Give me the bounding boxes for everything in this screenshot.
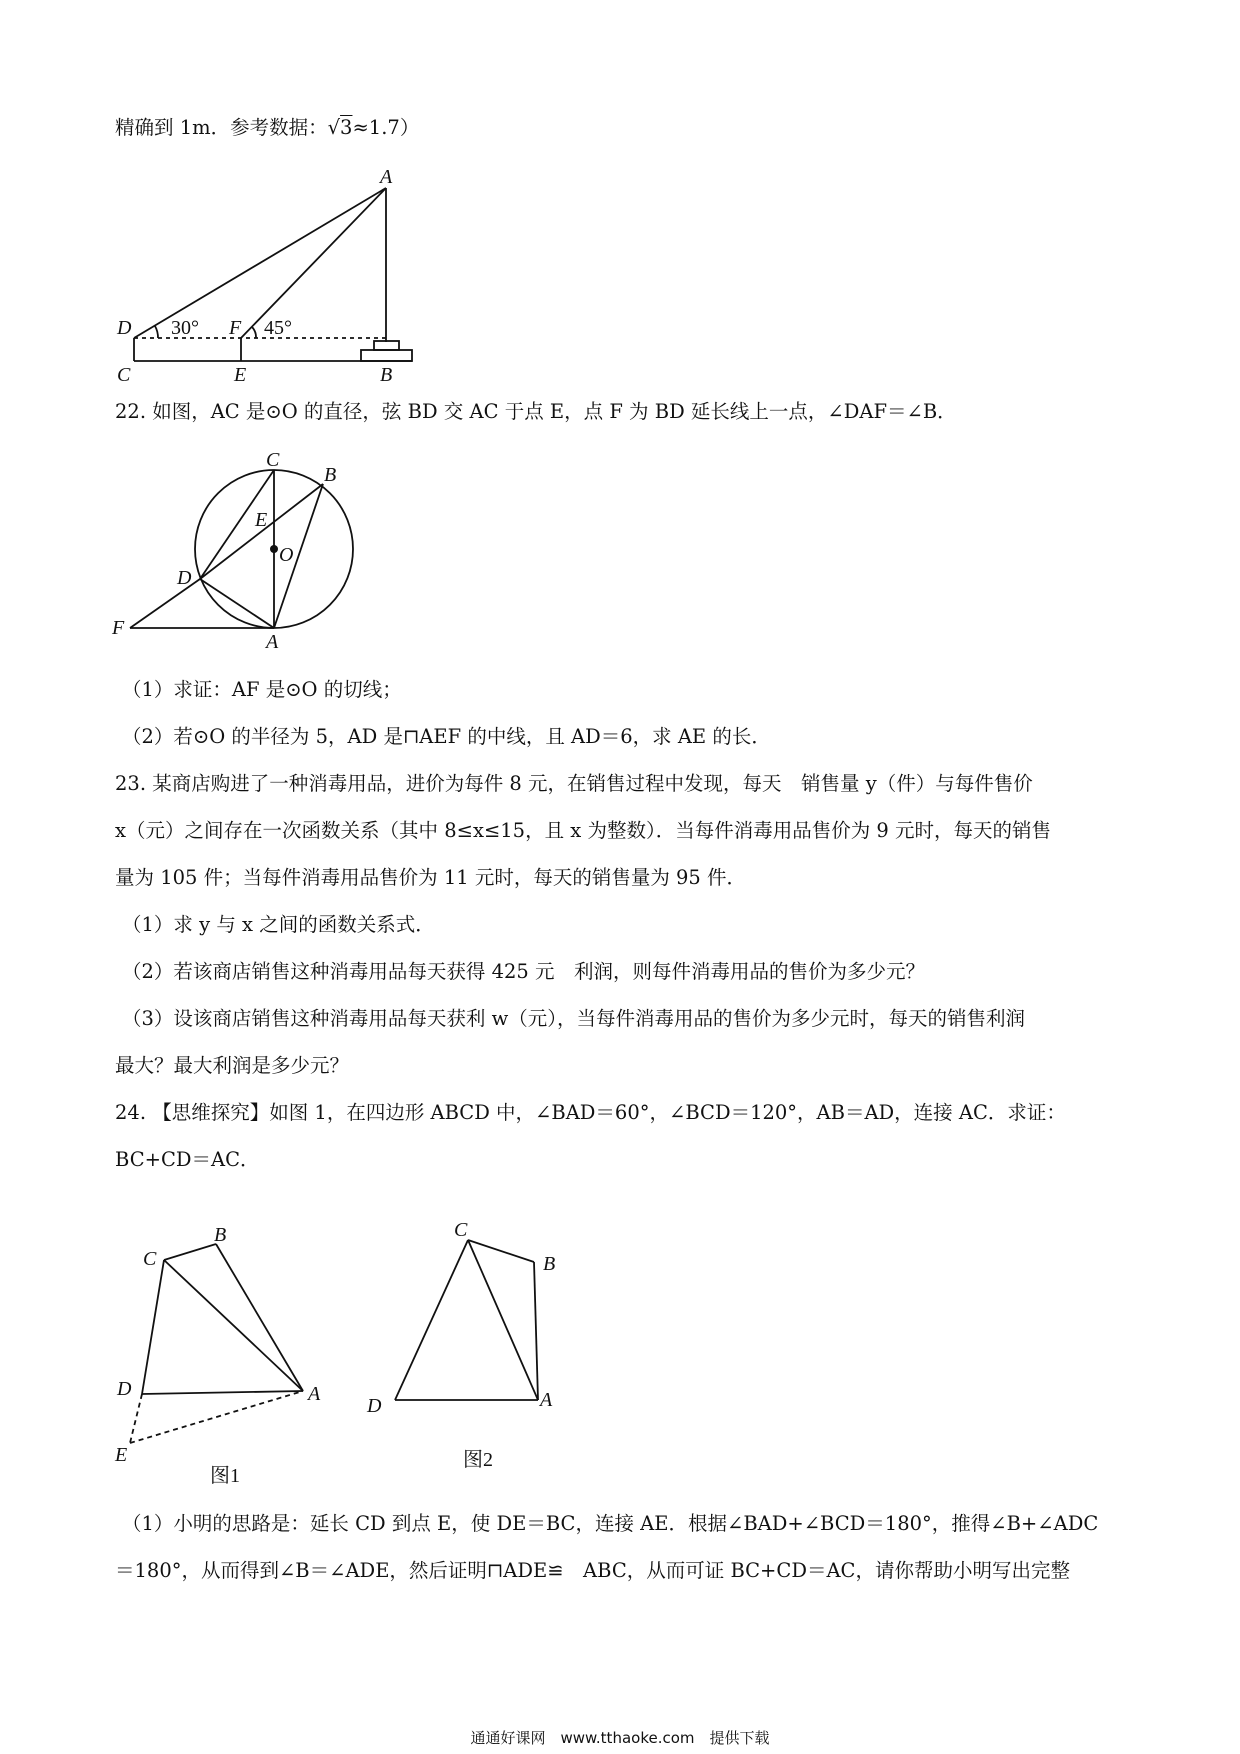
fig21-angle-30: 30° <box>171 317 199 339</box>
q22-sub2: （2）若⊙O 的半径为 5，AD 是⊓AEF 的中线，且 AD＝6，求 AE 的长． <box>122 725 771 748</box>
q24-line2: BC+CD＝AC． <box>115 1148 260 1171</box>
fig24-1-label-a: A <box>308 1383 321 1405</box>
fig21-label-d: D <box>117 317 132 339</box>
fig21-label-e: E <box>234 364 247 386</box>
fig22-label-c: C <box>266 449 280 471</box>
fig21-label-b: B <box>380 364 393 386</box>
fig24-1-label-d: D <box>117 1378 132 1400</box>
fig24-2-label-d: D <box>367 1395 382 1417</box>
fig22-label-b: B <box>324 464 337 486</box>
intro-prefix: 精确到 1m．参考数据： <box>115 116 328 139</box>
q23-sub2: （2）若该商店销售这种消毒用品每天获得 425 元 利润，则每件消毒用品的售价为多少元？ <box>122 960 926 983</box>
fig24-1-label-c: C <box>143 1248 157 1270</box>
fig22-label-d: D <box>177 567 192 589</box>
q23-sub3-line1: （3）设该商店销售这种消毒用品每天获利 w（元），当每件消毒用品的售价为多少元时，每天的销售利润 <box>122 1007 1026 1030</box>
fig22-label-f: F <box>112 617 125 639</box>
q23-line3: 量为 105 件；当每件消毒用品售价为 11 元时，每天的销售量为 95 件． <box>115 866 747 889</box>
fig24-2-label-c: C <box>454 1219 468 1241</box>
fig21-label-c: C <box>117 364 131 386</box>
fig24-2-caption: 图2 <box>463 1449 493 1471</box>
page-footer: 通通好课网 www.tthaoke.com 提供下载 <box>470 1729 770 1747</box>
q23-sub3-line2: 最大？最大利润是多少元？ <box>115 1054 350 1077</box>
fig24-2-label-a: A <box>540 1389 553 1411</box>
q23-line1: 23. 某商店购进了一种消毒用品，进价为每件 8 元，在销售过程中发现，每天 销售量 y（件）与每件售价 <box>115 772 1033 795</box>
q24-sub1-line1: （1）小明的思路是：延长 CD 到点 E，使 DE＝BC，连接 AE．根据∠BAD+∠BCD＝180°，推得∠B+∠ADC <box>122 1512 1099 1535</box>
fig22-label-e: E <box>255 509 268 531</box>
q23-sub1: （1）求 y 与 x 之间的函数关系式． <box>122 913 435 936</box>
fig24-1-label-e: E <box>115 1444 128 1466</box>
fig24-1-label-b: B <box>214 1224 227 1246</box>
q22-stem: 22. 如图，AC 是⊙O 的直径，弦 BD 交 AC 于点 E，点 F 为 BD 延长线上一点，∠DAF＝∠B． <box>115 400 957 423</box>
q23-line2: x（元）之间存在一次函数关系（其中 8≤x≤15，且 x 为整数）．当每件消毒用品售价为 9 元时，每天的销售 <box>115 819 1052 842</box>
q22-sub1: （1）求证：AF 是⊙O 的切线； <box>122 678 402 701</box>
fig21-angle-45: 45° <box>264 317 292 339</box>
fig22-label-a: A <box>266 631 279 653</box>
fig24-2-label-b: B <box>543 1253 556 1275</box>
q24-line1: 24. 【思维探究】如图 1，在四边形 ABCD 中，∠BAD＝60°，∠BCD＝120°，AB＝AD，连接 AC．求证： <box>115 1101 1066 1124</box>
fig22-label-o: O <box>279 544 294 566</box>
q24-sub1-line2: ＝180°，从而得到∠B＝∠ADE，然后证明⊓ADE≌ ABC，从而可证 BC+CD＝AC，请你帮助小明写出完整 <box>115 1559 1070 1582</box>
sqrt-expression: √3 <box>327 116 353 139</box>
sqrt-argument: 3 <box>340 116 353 139</box>
fig21-label-a: A <box>380 166 393 188</box>
fig24-1-caption: 图1 <box>210 1465 240 1487</box>
fig21-label-f: F <box>229 317 242 339</box>
intro-suffix: ≈1.7） <box>352 116 420 139</box>
